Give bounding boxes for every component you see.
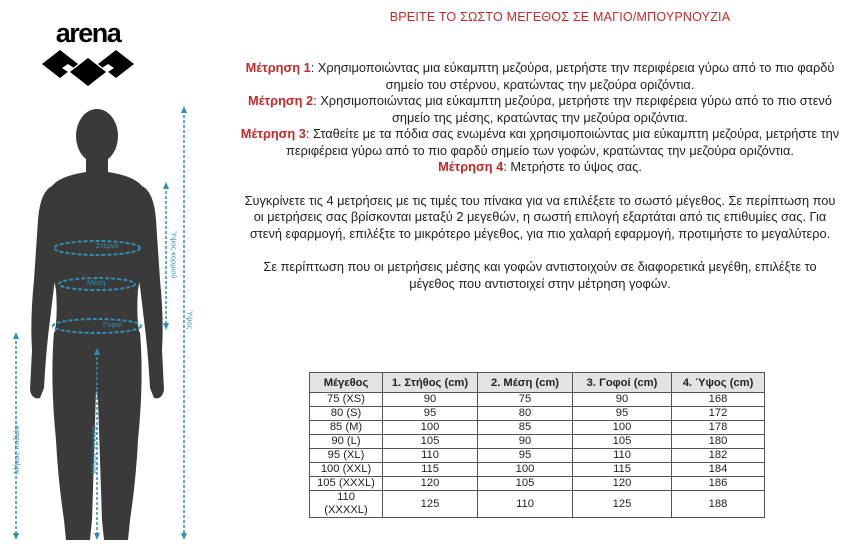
inseam-label: Μήκος inseam — [89, 425, 99, 474]
table-cell: 186 — [672, 477, 765, 491]
table-cell: 184 — [672, 463, 765, 477]
table-row — [310, 407, 765, 421]
diamond-logo-icon — [40, 46, 136, 92]
compare-paragraph: Συγκρίνετε τις 4 μετρήσεις με τις τιμές του πίνακα για να επιλέξετε το σωστό μέγεθος. Σε περίπτωση που οι μετρήσεις σας βρίσκονται μεταξύ 2 μεγεθών, η σωστή επιλογή εξαρτάται από τις επιθυμίες σας. Για στενή εφαρμογή, επιλέξτε το μικρότερο μέγεθος, για πιο χαλαρή εφαρμογή, προτιμήστε το μεγαλύτερο. — [244, 192, 836, 241]
table-cell: 100 — [478, 463, 573, 477]
measurement-3-text: : Σταθείτε με τα πόδια σας ενωμένα και χρησιμοποιώντας μια εύκαμπτη μεζούρα, μετρήστε την περιφέρεια γύρω από το πιο φαρδύ σημείο των γοφών, κρατώντας την μεζούρα οριζόντια. — [286, 126, 840, 158]
measurement-1 — [240, 60, 840, 93]
leg-length-label: Μήκος ποδιών — [11, 425, 21, 474]
torso-height-label: Ύψος κορμιού — [169, 230, 179, 279]
instructions-block — [240, 60, 840, 292]
table-cell: 178 — [672, 421, 765, 435]
table-cell: 125 — [573, 491, 672, 518]
table-row — [310, 449, 765, 463]
table-cell: 182 — [672, 449, 765, 463]
table-cell: 75 — [478, 393, 573, 407]
header-chest: 1. Στήθος (cm) — [383, 373, 478, 393]
table-cell: 85 (M) — [310, 421, 383, 435]
table-cell: 100 (XXL) — [310, 463, 383, 477]
body-measurement-figure — [0, 100, 210, 542]
header-hips: 3. Γοφοί (cm) — [573, 373, 672, 393]
header-size: Μέγεθος — [310, 373, 383, 393]
table-cell: 100 — [383, 421, 478, 435]
table-row — [310, 477, 765, 491]
measurement-4 — [240, 159, 840, 176]
header-waist: 2. Μέση (cm) — [478, 373, 573, 393]
table-cell: 95 — [383, 407, 478, 421]
measurement-4-label: Μέτρηση 4 — [438, 159, 504, 174]
table-cell: 105 — [478, 477, 573, 491]
measurement-4-text: : Μετρήστε το ύψος σας. — [503, 159, 642, 174]
measurement-3 — [240, 126, 840, 159]
chest-label: Στέρνο — [96, 241, 119, 250]
table-cell: 115 — [383, 463, 478, 477]
table-row — [310, 421, 765, 435]
size-table — [309, 372, 765, 518]
table-cell: 105 (XXXL) — [310, 477, 383, 491]
table-cell: 85 — [478, 421, 573, 435]
hips-label: Γοφοί — [103, 320, 123, 329]
table-cell: 95 — [573, 407, 672, 421]
table-cell: 80 — [478, 407, 573, 421]
page-title: ΒΡΕΙΤΕ ΤΟ ΣΩΣΤΟ ΜΕΓΕΘΟΣ ΣΕ ΜΑΓΙΟ/ΜΠΟΥΡΝΟΥΖΙΑ — [389, 10, 731, 24]
measurement-3-label: Μέτρηση 3 — [240, 126, 306, 141]
table-cell: 168 — [672, 393, 765, 407]
table-cell: 172 — [672, 407, 765, 421]
table-cell: 90 — [383, 393, 478, 407]
table-cell: 95 (XL) — [310, 449, 383, 463]
table-row — [310, 463, 765, 477]
brand-logo — [38, 20, 138, 94]
table-cell: 120 — [573, 477, 672, 491]
table-cell: 110 — [383, 449, 478, 463]
table-cell: 80 (S) — [310, 407, 383, 421]
height-label: Ύψος — [185, 309, 195, 330]
measurement-2-label: Μέτρηση 2 — [248, 93, 314, 108]
table-cell: 188 — [672, 491, 765, 518]
header-height: 4. Ύψος (cm) — [672, 373, 765, 393]
table-cell: 115 — [573, 463, 672, 477]
measurement-1-label: Μέτρηση 1 — [245, 60, 311, 75]
hips-paragraph: Σε περίπτωση που οι μετρήσεις μέσης και γοφών αντιστοιχούν σε διαφορετικά μεγέθη, επιλέξτε το μέγεθος που αντιστοιχεί στην μέτρηση γοφών. — [263, 259, 817, 291]
measurement-2-text: : Χρησιμοποιώντας μια εύκαμπτη μεζούρα, μετρήστε την περιφέρεια γύρω από το πιο στενό σημείο της μέσης, κρατώντας την μεζούρα οριζόντια. — [313, 93, 832, 125]
table-row — [310, 435, 765, 449]
table-cell: 90 (L) — [310, 435, 383, 449]
table-cell: 75 (XS) — [310, 393, 383, 407]
table-cell: 95 — [478, 449, 573, 463]
table-cell: 110 — [573, 449, 672, 463]
measurement-2 — [240, 93, 840, 126]
waist-label: Μέση — [87, 278, 106, 287]
table-cell: 110 — [478, 491, 573, 518]
table-row — [310, 491, 765, 518]
table-cell: 105 — [573, 435, 672, 449]
table-header-row — [310, 373, 765, 393]
table-cell: 90 — [478, 435, 573, 449]
table-cell: 90 — [573, 393, 672, 407]
table-cell: 110 (XXXXL) — [310, 491, 383, 518]
table-cell: 105 — [383, 435, 478, 449]
table-row — [310, 393, 765, 407]
measurement-1-text: : Χρησιμοποιώντας μια εύκαμπτη μεζούρα, μετρήστε την περιφέρεια γύρω από το πιο φαρδύ σημείο του στέρνου, κρατώντας την μεζούρα οριζόντια. — [310, 60, 835, 92]
table-cell: 120 — [383, 477, 478, 491]
table-cell: 100 — [573, 421, 672, 435]
table-cell: 125 — [383, 491, 478, 518]
table-cell: 180 — [672, 435, 765, 449]
brand-logo-text: arena — [55, 18, 121, 48]
